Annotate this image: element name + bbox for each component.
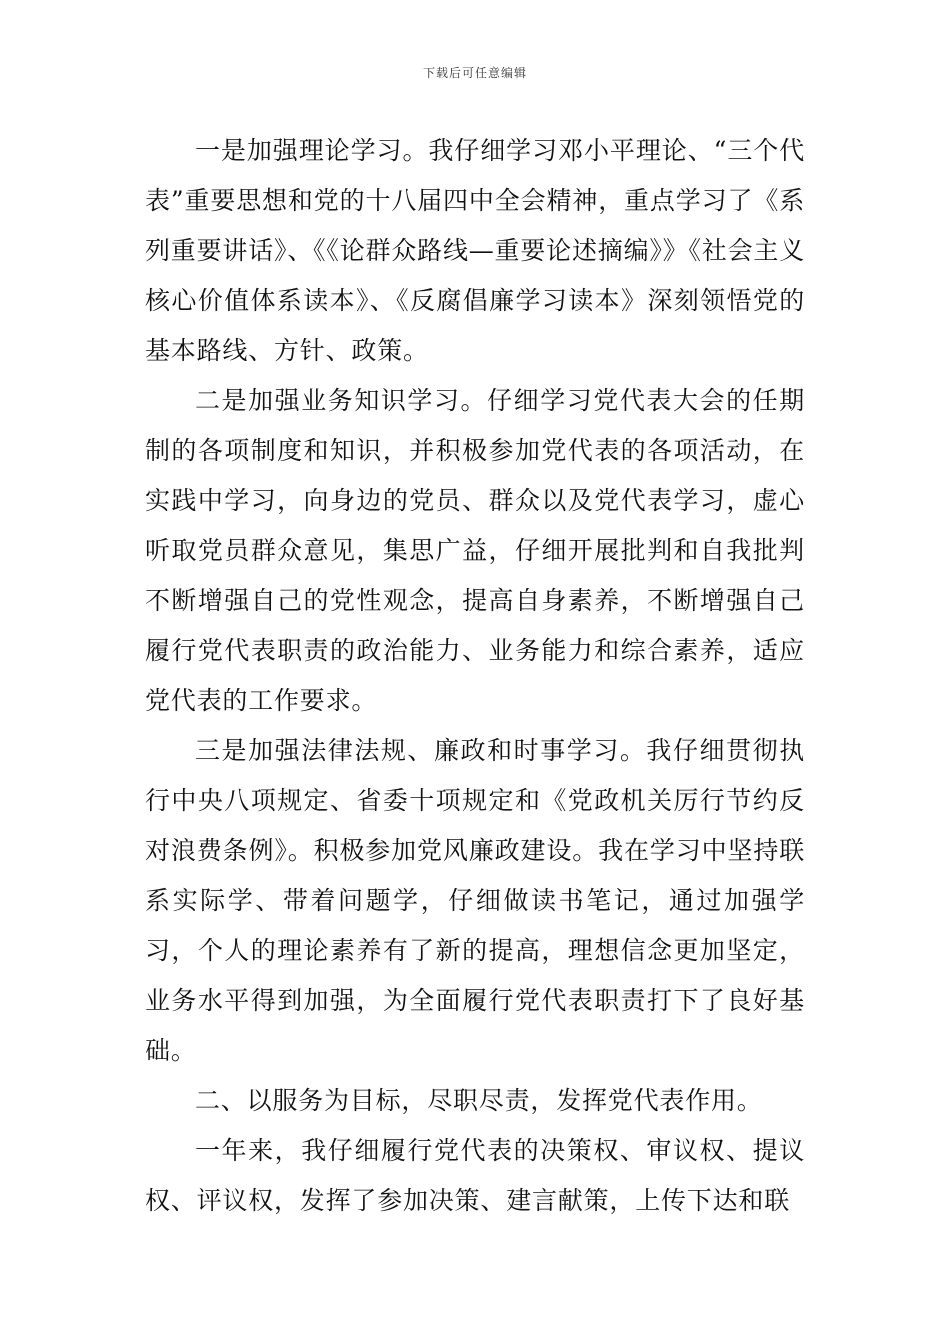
paragraph-theory-study: 一是加强理论学习。我仔细学习邓小平理论、“三个代表”重要思想和党的十八届四中全会精神，重点学习了《系列重要讲话》、《《论群众路线—重要论述摘编》》《社会主义核心价值体系读本》、《反腐倡廉学习读本》深刻领悟党的基本路线、方针、政策。 [145,136,805,365]
paragraph-duties: 一年来，我仔细履行党代表的决策权、审议权、提议权、评议权，发挥了参加决策、建言献策，上传下达和联 [145,1136,805,1215]
download-note: 下载后可任意编辑 [422,66,527,80]
paragraph-law-study: 三是加强法律法规、廉政和时事学习。我仔细贯彻执行中央八项规定、省委十项规定和《党政机关厉行节约反对浪费条例》。积极参加党风廉政建设。我在学习中坚持联系实际学、带着问题学，仔细做读书笔记，通过加强学习，个人的理论素养有了新的提高，理想信念更加坚定，业务水平得到加强，为全面履行党代表职责打下了良好基础。 [145,736,805,1065]
paragraph-business-study: 二是加强业务知识学习。仔细学习党代表大会的任期制的各项制度和知识，并积极参加党代表的各项活动，在实践中学习，向身边的党员、群众以及党代表学习，虚心听取党员群众意见，集思广益，仔细开展批判和自我批判不断增强自己的党性观念，提高自身素养，不断增强自己履行党代表职责的政治能力、业务能力和综合素养，适应党代表的工作要求。 [145,386,805,715]
section-heading-service: 二、以服务为目标，尽职尽责，发挥党代表作用。 [195,1086,763,1115]
document-body [145,126,805,1226]
